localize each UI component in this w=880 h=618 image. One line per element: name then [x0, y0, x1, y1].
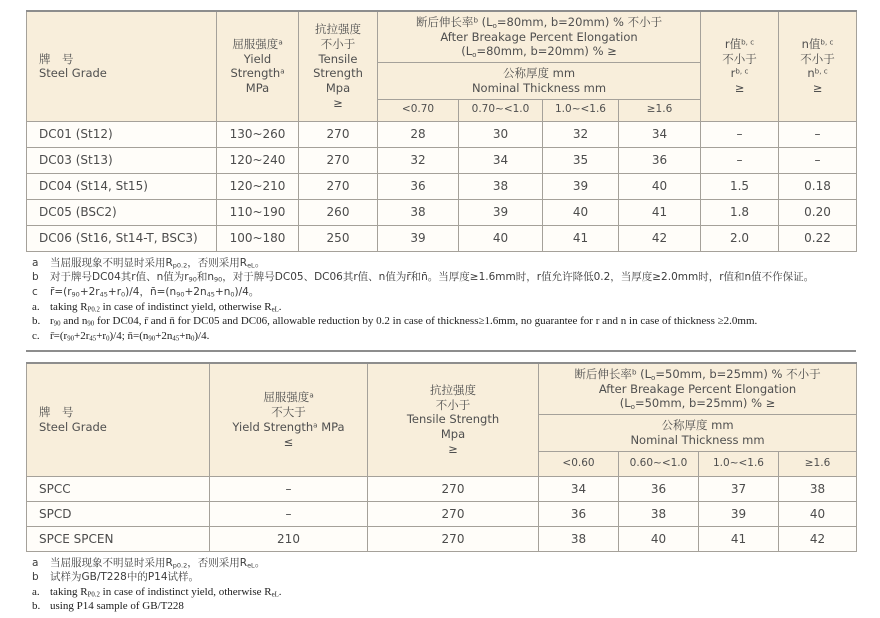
table-row [27, 199, 857, 225]
footnote-marker: b. [32, 315, 41, 328]
footnote-text: taking $R_{P0.2}$ in case of indistinct yield, otherwise $R_{eL}$. [50, 300, 282, 314]
footnote-en-b [32, 599, 852, 614]
t1-cell: 39 [459, 199, 543, 225]
footnote-marker: b [32, 571, 39, 584]
t1-thickness-col-4: ≥1.6 [619, 99, 701, 121]
t2-cell: 270 [368, 476, 539, 501]
t1-cell: 30 [459, 121, 543, 147]
footnote-marker: a. [32, 300, 40, 313]
t1-cell: 36 [619, 147, 701, 173]
t1-cell: 0.22 [779, 225, 857, 251]
t1-cell: 270 [299, 147, 378, 173]
t1-cell: 42 [619, 225, 701, 251]
footnote-text: using P14 sample of GB/T228 [50, 600, 184, 613]
footnote-text: 对于牌号DC04其r值、n值为$r_{90}$和$n_{90}$，对于牌号DC05、DC06其r值、n值为r̄和n̄。当厚度≥1.6mm时，r值允许降低0.2，当厚度≥2.0mm时，r值和n值不作保证。 [50, 271, 815, 284]
t1-grade-cell: DC04 (St14, St15) [27, 173, 217, 199]
t1-cell: 41 [619, 199, 701, 225]
footnote-marker: a [32, 556, 39, 569]
footnote-zh-a [32, 556, 852, 571]
t1-cell: 250 [299, 225, 378, 251]
t2-cell: 38 [619, 501, 699, 526]
t2-footnotes [26, 552, 856, 618]
t1-thickness-col-1: <0.70 [378, 99, 459, 121]
t1-cell: 38 [378, 199, 459, 225]
t2-cell: 41 [699, 526, 779, 551]
t1-cell: – [701, 121, 779, 147]
table-row [27, 225, 857, 251]
t2-thickness-col-2: 0.60~<1.0 [619, 451, 699, 476]
footnote-text: $r̄=(r_{90}+2r_{45}+r_0)/4$; $n̄=(n_{90}+2n_{45}+n_0)/4$. [50, 329, 210, 343]
footnote-en-b [32, 314, 852, 329]
t1-cell: 34 [619, 121, 701, 147]
footnote-marker: b [32, 271, 39, 284]
t1-cell: 2.0 [701, 225, 779, 251]
t1-cell: 260 [299, 199, 378, 225]
footnote-text: 试样为GB/T228中的P14试样。 [50, 571, 200, 584]
t1-cell: 39 [543, 173, 619, 199]
t2-thickness-col-3: 1.0~<1.6 [699, 451, 779, 476]
t1-cell: 120~240 [217, 147, 299, 173]
t2-thickness-col-4: ≥1.6 [779, 451, 857, 476]
footnote-zh-c [32, 285, 852, 300]
t2-header-tensile-strength: 抗拉强度 不小于 Tensile Strength Mpa ≥ [368, 363, 539, 476]
t1-grade-cell: DC06 (St16, St14-T, BSC3) [27, 225, 217, 251]
t1-cell: 270 [299, 173, 378, 199]
footnote-text: 当屈服现象不明显时采用$R_{p0.2}$，否则采用$R_{eL}$。 [50, 556, 266, 570]
t1-cell: 36 [378, 173, 459, 199]
t1-cell: – [779, 147, 857, 173]
t2-cell: 42 [779, 526, 857, 551]
footnote-en-a [32, 585, 852, 600]
footnote-zh-a [32, 256, 852, 271]
table-row [27, 476, 857, 501]
t1-cell: 120~210 [217, 173, 299, 199]
table-row [27, 173, 857, 199]
t2-header-elongation: 断后伸长率$^b$ ($L_o=50mm$, b=25mm) % 不小于 After Breakage Percent Elongation ($L_o=50mm$, b=25mm) % ≥ [539, 363, 857, 415]
footnote-marker: c. [32, 329, 40, 342]
t1-cell: 270 [299, 121, 378, 147]
t2-cell: 38 [779, 476, 857, 501]
footnote-marker: a [32, 256, 39, 269]
table-row [27, 501, 857, 526]
t2-cell: 210 [210, 526, 368, 551]
footnote-marker: c [32, 285, 38, 298]
footnote-zh-b [32, 270, 852, 285]
spc-grades-table [26, 362, 857, 552]
t1-grade-cell: DC05 (BSC2) [27, 199, 217, 225]
t2-cell: 39 [699, 501, 779, 526]
t1-cell: 1.8 [701, 199, 779, 225]
t1-cell: 1.5 [701, 173, 779, 199]
footnote-text: $r̄=(r_{90}+2r_{45}+r_0)/4$，$n̄=(n_{90}+2n_{45}+n_0)/4$。 [50, 285, 260, 299]
spc-grades-table-section [26, 362, 856, 618]
t1-header-tensile-strength: 抗拉强度 不小于 Tensile Strength Mpa ≥ [299, 11, 378, 121]
t1-footnotes [26, 252, 856, 353]
footnote-zh-b [32, 570, 852, 585]
t1-cell: 32 [543, 121, 619, 147]
footnote-marker: a. [32, 585, 40, 598]
t1-thickness-col-3: 1.0~<1.6 [543, 99, 619, 121]
t1-cell: 40 [543, 199, 619, 225]
footnote-text: 当屈服现象不明显时采用$R_{p0.2}$，否则采用$R_{eL}$。 [50, 256, 266, 270]
t2-cell: 36 [539, 501, 619, 526]
t1-header-elongation: 断后伸长率$^b$ ($L_o=80mm$, b=20mm) % 不小于 After Breakage Percent Elongation ($L_o=80mm$, b=20mm) % ≥ [378, 11, 701, 63]
table-row [27, 526, 857, 551]
t2-header-yield-strength: 屈服强度$^a$ 不大于 Yield Strength$^a$ MPa ≤ [210, 363, 368, 476]
t1-cell: 39 [378, 225, 459, 251]
t1-thickness-col-2: 0.70~<1.0 [459, 99, 543, 121]
t2-cell: 40 [619, 526, 699, 551]
t2-cell: 37 [699, 476, 779, 501]
footnote-text: taking $R_{P0.2}$ in case of indistinct yield, otherwise $R_{eL}$. [50, 585, 282, 599]
t1-grade-cell: DC03 (St13) [27, 147, 217, 173]
t1-cell: 28 [378, 121, 459, 147]
t2-grade-cell: SPCD [27, 501, 210, 526]
t2-grade-cell: SPCE SPCEN [27, 526, 210, 551]
t2-cell: 270 [368, 501, 539, 526]
t2-cell: 40 [779, 501, 857, 526]
dc-grades-table [26, 10, 857, 252]
t2-thickness-col-1: <0.60 [539, 451, 619, 476]
t1-cell: 40 [459, 225, 543, 251]
t2-cell: 34 [539, 476, 619, 501]
table-row [27, 121, 857, 147]
t2-header-nominal-thickness: 公称厚度 mm Nominal Thickness mm [539, 415, 857, 451]
t1-cell: 41 [543, 225, 619, 251]
t1-header-steel-grade: 牌 号 Steel Grade [27, 11, 217, 121]
t1-header-nominal-thickness: 公称厚度 mm Nominal Thickness mm [378, 63, 701, 99]
t1-header-yield-strength: 屈服强度$^a$ Yield Strength$^a$ MPa [217, 11, 299, 121]
t1-cell: 110~190 [217, 199, 299, 225]
t1-cell: 35 [543, 147, 619, 173]
footnote-en-a [32, 300, 852, 315]
t1-cell: 0.18 [779, 173, 857, 199]
t1-grade-cell: DC01 (St12) [27, 121, 217, 147]
t1-header-n-value: n值$^{b, c}$ 不小于 $n^{b, c}$ ≥ [779, 11, 857, 121]
t1-cell: 100~180 [217, 225, 299, 251]
t1-cell: 130~260 [217, 121, 299, 147]
footnote-marker: b. [32, 600, 41, 613]
t1-cell: 38 [459, 173, 543, 199]
t1-header-r-value: r值$^{b, c}$ 不小于 $r^{b, c}$ ≥ [701, 11, 779, 121]
dc-grades-table-section [26, 10, 856, 352]
t1-cell: – [779, 121, 857, 147]
t1-cell: 0.20 [779, 199, 857, 225]
t2-cell: 36 [619, 476, 699, 501]
t2-cell: 38 [539, 526, 619, 551]
footnote-text: $r_{90}$ and $n_{90}$ for DC04, r̄ and n̄ for DC05 and DC06, allowable reduction by 0.2 in case of thickness≥1.6mm, no guarantee for r and n in case of thickness ≥2.0mm. [50, 315, 758, 328]
table-row [27, 147, 857, 173]
t1-cell: 34 [459, 147, 543, 173]
t2-grade-cell: SPCC [27, 476, 210, 501]
t2-cell: 270 [368, 526, 539, 551]
t2-header-steel-grade: 牌 号 Steel Grade [27, 363, 210, 476]
t1-cell: – [701, 147, 779, 173]
footnote-en-c [32, 329, 852, 344]
t2-cell: – [210, 476, 368, 501]
t2-cell: – [210, 501, 368, 526]
t1-cell: 32 [378, 147, 459, 173]
t1-cell: 40 [619, 173, 701, 199]
